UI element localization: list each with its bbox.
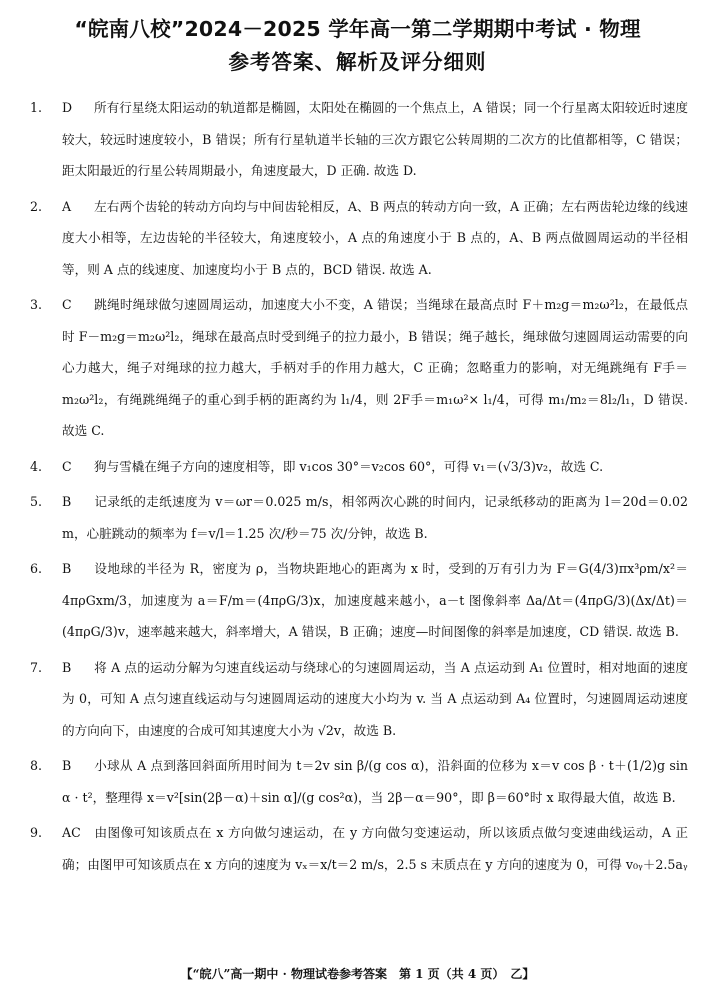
item-explanation: 狗与雪橇在绳子方向的速度相等，即 v₁cos 30°＝v₂cos 60°，可得 v₁＝(√3/3)v₂，故选 C.	[94, 458, 604, 474]
answer-item-4	[30, 451, 688, 483]
item-answer: A	[62, 198, 72, 214]
answer-item-5	[30, 486, 688, 549]
answer-item-2	[30, 191, 688, 286]
answer-item-3	[30, 289, 688, 447]
item-explanation: 设地球的半径为 R，密度为 ρ，当物块距地心的距离为 x 时，受到的万有引力为 F＝G(4/3)πx³ρm/x²＝4πρGxm/3，加速度为 a＝F/m＝(4πρG/3)x，加速度越来越小，a－t 图像斜率 Δa/Δt＝(4πρG/3)(Δx/Δt)＝(4πρG/3)v，速率越来越大，斜率增大，A 错误，B 正确；速度—时间图像的斜率是加速度，CD 错误. 故选 B.	[62, 561, 688, 639]
answer-item-8	[30, 750, 688, 813]
page-footer: 【“皖八”高一期中 · 物理试卷参考答案 第 1 页（共 4 页） 乙】	[180, 967, 535, 981]
item-number: 7.	[30, 659, 43, 675]
item-explanation: 将 A 点的运动分解为匀速直线运动与绕球心的匀速圆周运动，当 A 点运动到 A₁ 位置时，相对地面的速度为 0，可知 A 点匀速直线运动与匀速圆周运动的速度大小均为 v. 当 A 点运动到 A₄ 位置时，匀速圆周运动速度的方向向下，由速度的合成可知其速度大小为 √2v，故选 B.	[62, 659, 688, 738]
item-number: 1.	[30, 100, 43, 115]
item-explanation: 由图像可知该质点在 x 方向做匀速运动，在 y 方向做匀变速运动，所以该质点做匀变速曲线运动，A 正确；由图甲可知该质点在 x 方向的速度为 vₓ＝x/t＝2 m/s，2.5 s 末质点在 y 方向的速度为 0，可得 v₀ᵧ＋2.5aᵧ	[62, 825, 688, 872]
item-explanation: 小球从 A 点到落回斜面所用时间为 t＝2v sin β/(g cos α)，沿斜面的位移为 x＝v cos β · t＋(1/2)g sin α · t²，整理得 x＝v²[sin(2β－α)＋sin α]/(g cos²α)，当 2β－α＝90°，即 β＝60°时 x 取得最大值，故选 B.	[62, 758, 688, 805]
item-answer: B	[62, 758, 72, 773]
item-explanation: 记录纸的走纸速度为 v＝ωr＝0.025 m/s，相邻两次心跳的时间内，记录纸移动的距离为 l＝20d＝0.02 m，心脏跳动的频率为 f＝v/l＝1.25 次/秒＝75 次/分钟，故选 B.	[62, 494, 688, 541]
answer-item-6	[30, 553, 688, 648]
item-answer: D	[62, 100, 73, 115]
item-number: 5.	[30, 494, 43, 509]
item-explanation: 所有行星绕太阳运动的轨道都是椭圆，太阳处在椭圆的一个焦点上，A 错误；同一个行星离太阳较近时速度较大，较远时速度较小，B 错误；所有行星轨道半长轴的三次方跟它公转周期的二次方的比值都相等，C 错误；距太阳最近的行星公转周期最小，角速度最大，D 正确. 故选 D.	[62, 100, 688, 178]
item-number: 9.	[30, 825, 43, 840]
answer-item-1	[30, 92, 688, 187]
item-explanation: 跳绳时绳球做匀速圆周运动，加速度大小不变，A 错误；当绳球在最高点时 F＋m₂g＝m₂ω²l₂，在最低点时 F－m₂g＝m₂ω²l₂，绳球在最高点时受到绳子的拉力最小，B 错误；绳子越长，绳球做匀速圆周运动需要的向心力越大，绳子对绳球的拉力越大，手柄对手的作用力越大，C 正确；忽略重力的影响，对无绳跳绳有 F手＝m₂ω²l₂，有绳跳绳绳子的重心到手柄的距离约为 l₁/4，则 2F手＝m₁ω²× l₁/4，可得 m₁/m₂＝8l₂/l₁，D 错误. 故选 C.	[62, 297, 688, 438]
item-number: 4.	[30, 458, 43, 474]
item-answer: B	[62, 561, 72, 576]
item-number: 3.	[30, 297, 43, 312]
item-answer: B	[62, 659, 72, 675]
page-subtitle: 参考答案、解析及评分细则	[228, 50, 487, 74]
item-answer: AC	[62, 825, 81, 840]
item-number: 2.	[30, 198, 43, 214]
page-title: “皖南八校”2024－2025 学年高一第二学期期中考试 · 物理	[74, 17, 641, 41]
item-answer: C	[62, 458, 72, 474]
answer-item-9	[30, 817, 688, 880]
item-answer: B	[62, 494, 72, 509]
item-answer: C	[62, 297, 72, 312]
item-explanation: 左右两个齿轮的转动方向均与中间齿轮相反，A、B 两点的转动方向一致，A 正确；左右两齿轮边缘的线速度大小相等，左边齿轮的半径较大，角速度较小，A 点的角速度小于 B 点的，A、B 两点做圆周运动的半径相等，则 A 点的线速度、加速度均小于 B 点的，BCD 错误. 故选 A.	[62, 198, 688, 277]
item-number: 8.	[30, 758, 43, 773]
answer-item-7	[30, 652, 688, 747]
item-number: 6.	[30, 561, 43, 576]
answer-list	[30, 92, 688, 884]
